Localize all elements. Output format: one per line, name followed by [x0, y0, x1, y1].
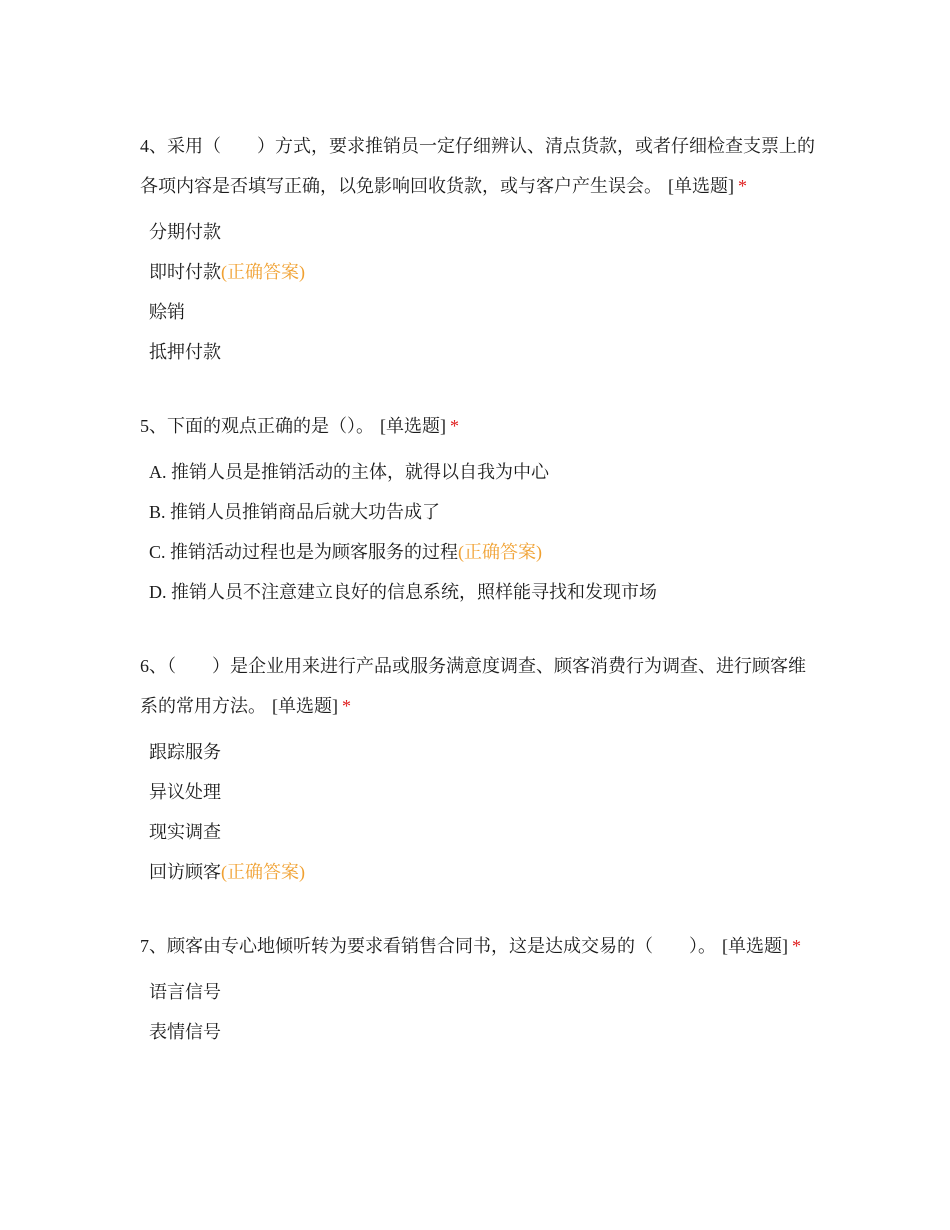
question-type: [单选题]	[722, 936, 788, 956]
option-label: 分期付款	[149, 222, 221, 242]
option-label: 表情信号	[149, 1022, 221, 1042]
required-mark: *	[792, 936, 801, 956]
question-title	[140, 406, 820, 446]
question-6	[140, 646, 820, 892]
question-title	[140, 126, 820, 206]
question-7	[140, 926, 820, 1052]
option-label: C. 推销活动过程也是为顾客服务的过程	[149, 542, 459, 562]
option-label: 抵押付款	[149, 342, 221, 362]
option-item[interactable]	[149, 772, 820, 812]
question-5	[140, 406, 820, 612]
question-title	[140, 926, 820, 966]
option-label: 跟踪服务	[149, 742, 221, 762]
option-label: 语言信号	[149, 982, 221, 1002]
question-title	[140, 646, 820, 726]
option-item[interactable]	[149, 972, 820, 1012]
option-item[interactable]	[149, 732, 820, 772]
option-item[interactable]	[149, 492, 820, 532]
question-text: 6、（ ）是企业用来进行产品或服务满意度调查、顾客消费行为调查、进行顾客维系的常用方法。	[140, 656, 806, 716]
question-text: 5、下面的观点正确的是（）。	[140, 416, 374, 436]
option-item[interactable]	[149, 1012, 820, 1052]
question-text: 4、采用（ ）方式，要求推销员一定仔细辨认、清点货款，或者仔细检查支票上的各项内容是否填写正确，以免影响回收货款，或与客户产生误会。	[140, 136, 815, 196]
option-label: B. 推销人员推销商品后就大功告成了	[149, 502, 441, 522]
option-item[interactable]	[149, 532, 820, 572]
option-list	[140, 972, 820, 1052]
option-item[interactable]	[149, 212, 820, 252]
option-label: 异议处理	[149, 782, 221, 802]
option-label: A. 推销人员是推销活动的主体，就得以自我为中心	[149, 462, 549, 482]
question-4	[140, 126, 820, 372]
option-item[interactable]	[149, 572, 820, 612]
option-list	[140, 212, 820, 372]
option-item[interactable]	[149, 292, 820, 332]
option-label: 即时付款	[149, 262, 221, 282]
option-list	[140, 732, 820, 892]
option-item[interactable]	[149, 332, 820, 372]
option-item[interactable]	[149, 452, 820, 492]
option-list	[140, 452, 820, 612]
option-item[interactable]	[149, 852, 820, 892]
required-mark: *	[342, 696, 351, 716]
option-label: D. 推销人员不注意建立良好的信息系统，照样能寻找和发现市场	[149, 582, 657, 602]
question-type: [单选题]	[380, 416, 446, 436]
survey-page	[140, 126, 820, 1086]
option-label: 回访顾客	[149, 862, 221, 882]
option-item[interactable]	[149, 252, 820, 292]
question-type: [单选题]	[272, 696, 338, 716]
option-label: 赊销	[149, 302, 185, 322]
required-mark: *	[450, 416, 459, 436]
correct-answer-tag: (正确答案)	[458, 542, 543, 562]
question-type: [单选题]	[668, 176, 734, 196]
question-text: 7、顾客由专心地倾听转为要求看销售合同书，这是达成交易的（ ）。	[140, 936, 716, 956]
required-mark: *	[738, 176, 747, 196]
correct-answer-tag: (正确答案)	[221, 862, 305, 882]
option-item[interactable]	[149, 812, 820, 852]
correct-answer-tag: (正确答案)	[221, 262, 305, 282]
option-label: 现实调查	[149, 822, 221, 842]
